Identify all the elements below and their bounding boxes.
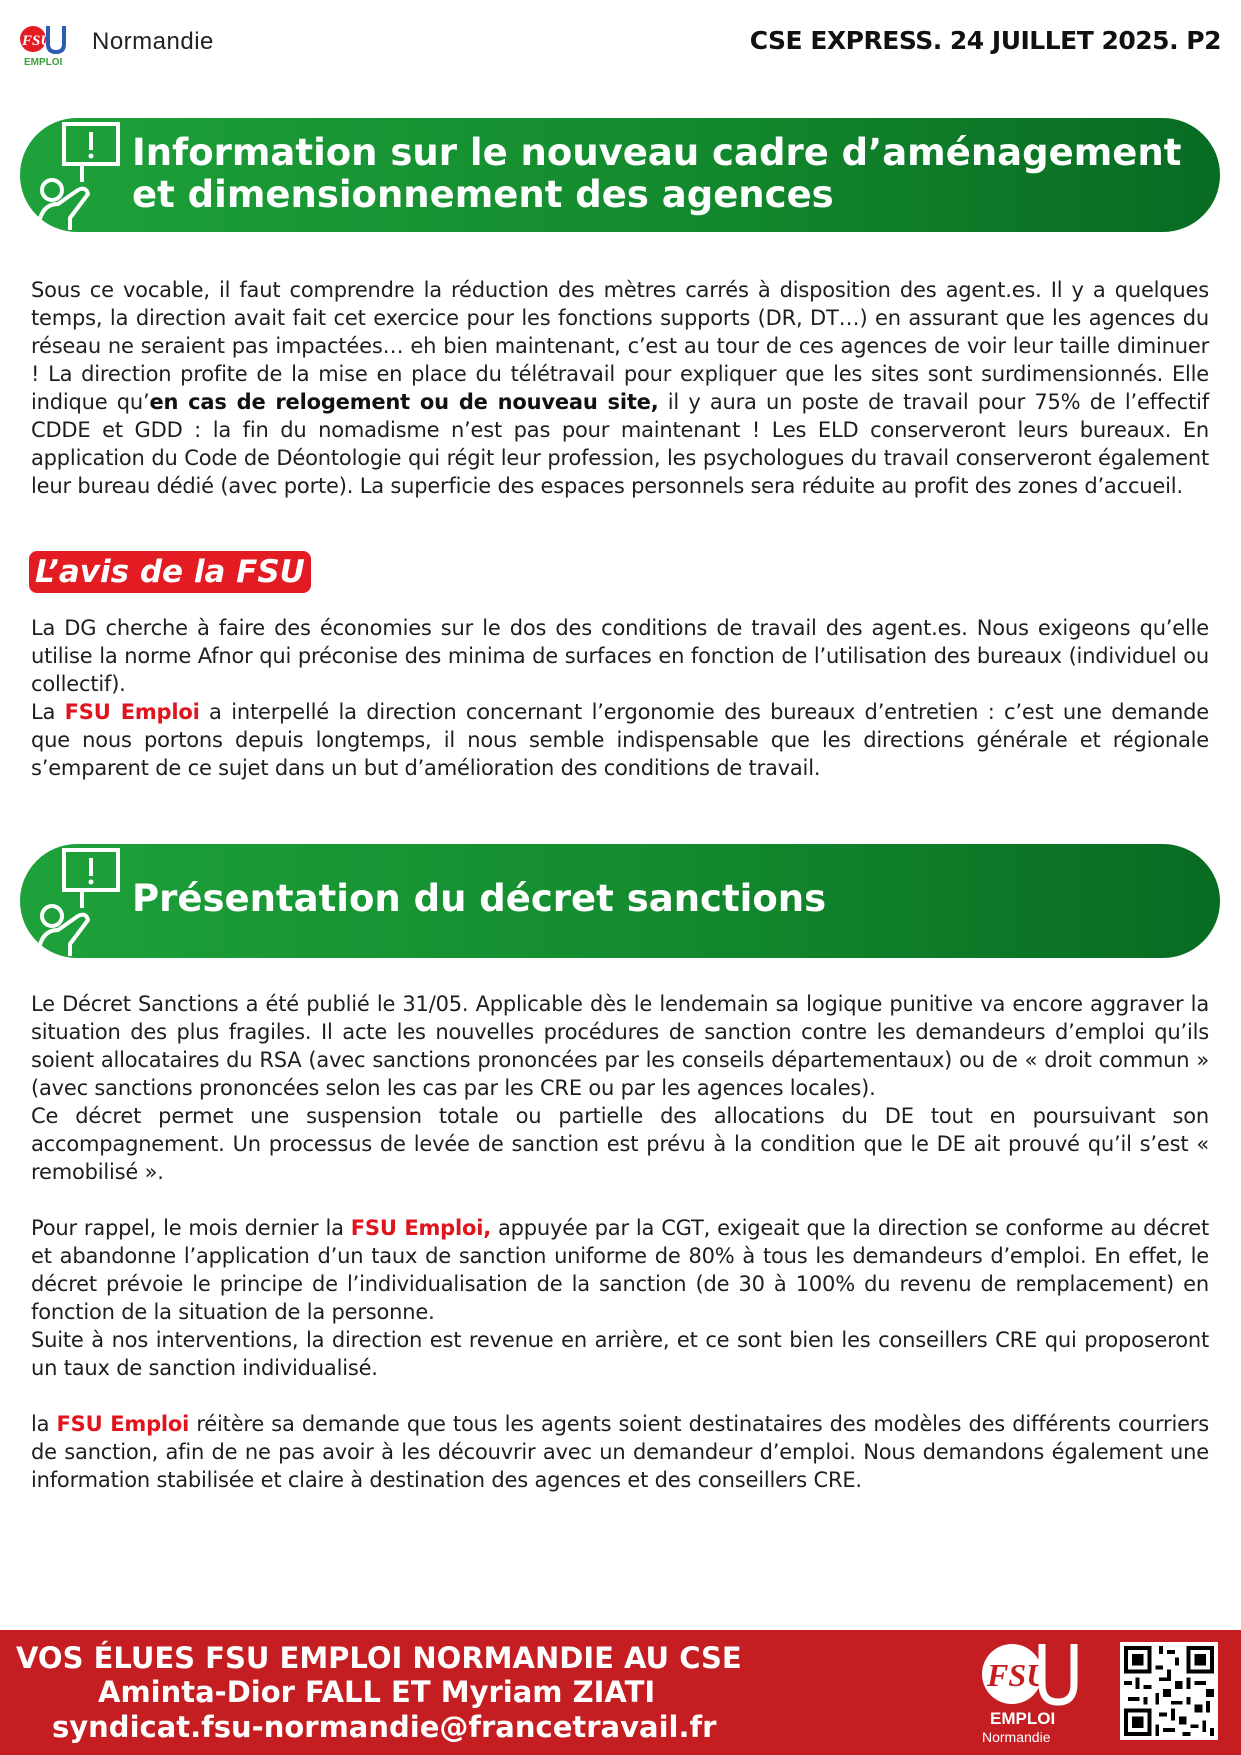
svg-text:EMPLOI: EMPLOI xyxy=(24,57,63,68)
svg-text:Normandie: Normandie xyxy=(982,1729,1051,1745)
body-bold-text: en cas de relogement ou de nouveau site, xyxy=(149,390,659,414)
paragraph: Ce décret permet une suspension totale ou partielle des allocations du DE tout en poursuivant son accompagnement. Un processus de levée de sanction est prévu à la condition que le DE ait prouvé qu’il s’est « remobilisé ». xyxy=(31,1104,1209,1184)
svg-text:FSU: FSU xyxy=(987,1657,1050,1693)
fsu-highlight: FSU Emploi, xyxy=(350,1216,491,1240)
body-text: la xyxy=(31,1412,57,1436)
paragraph: La DG cherche à faire des économies sur le dos des conditions de travail des agent.es. Nous exigeons qu’elle utilise la norme Afnor qui préconise des minima de surfaces en fonction de l’utilisation des bureaux (individuel ou collectif). xyxy=(31,616,1209,696)
svg-text:FSU: FSU xyxy=(22,33,52,49)
body-text: Sous ce vocable, il faut comprendre la réduction des mètres carrés à disposition des agent.es. Il y a quelques temps, la direction avait fait cet exercice pour les fonctions supports (DR, DT…) en assurant que les agences du réseau ne seraient pas impactées… eh bien maintenant, c’est au tour de ces agences de voir leur taille diminuer ! La direction profite de la mise en place du télétravail pour expliquer que les sites sont surdimensionnés. Elle indique qu’ xyxy=(31,278,1209,414)
footer xyxy=(0,1630,1241,1755)
section-title: Information sur le nouveau cadre d’aménagement et dimensionnement des agences xyxy=(132,131,1182,216)
warning-sign-person-icon xyxy=(30,846,122,958)
fsu-highlight: FSU Emploi xyxy=(56,1412,190,1436)
fsu-highlight: FSU Emploi xyxy=(64,700,200,724)
opinion-badge: L’avis de la FSU xyxy=(29,551,311,593)
section-body-sanctions xyxy=(31,990,1209,1494)
body-text: il y aura un poste de travail pour 75% de l’effectif CDDE et GDD : la fin du nomadisme n’est pas pour maintenant ! Les ELD conserveront leurs bureaux. En application du Code de Déontologie qui régit leur profession, les psychologues du travail conserveront également leur bureau dédié (avec porte). La superficie des espaces personnels sera réduite au profit des zones d’accueil. xyxy=(31,390,1209,498)
body-text: réitère sa demande que tous les agents soient destinataires des modèles des différents courriers de sanction, afin de ne pas avoir à les découvrir avec un demandeur d’emploi. Nous demandons également une information stabilisée et claire à destination des agences et des conseillers CRE. xyxy=(31,1412,1210,1492)
paragraph: Le Décret Sanctions a été publié le 31/05. Applicable dès le lendemain sa logique punitive va encore aggraver la situation des plus fragiles. Il acte les nouvelles procédures de sanction contre les demandeurs d’emploi qu’ils soient allocataires du RSA (avec sanctions prononcées par les conseils départementaux) ou de « droit commun » (avec sanctions prononcées selon les cas par les CRE ou par les agences locales). xyxy=(31,992,1209,1100)
page-title: CSE EXPRESS. 24 JUILLET 2025. P2 xyxy=(749,26,1221,55)
qr-code-icon[interactable] xyxy=(1120,1642,1218,1740)
fsu-emploi-logo xyxy=(18,22,78,68)
warning-sign-person-icon xyxy=(30,120,122,232)
opinion-body xyxy=(31,614,1209,782)
footer-email[interactable]: syndicat.fsu-normandie@francetravail.fr xyxy=(52,1710,717,1744)
section-banner-amenagement xyxy=(20,118,1220,232)
body-text: La xyxy=(31,700,65,724)
fsu-emploi-logo xyxy=(978,1638,1084,1748)
section-body-amenagement xyxy=(31,276,1209,500)
footer-elected-heading: VOS ÉLUES FSU EMPLOI NORMANDIE AU CSE xyxy=(16,1641,742,1675)
section-banner-sanctions xyxy=(20,844,1220,958)
section-title: Présentation du décret sanctions xyxy=(132,877,827,920)
body-text: a interpellé la direction concernant l’ergonomie des bureaux d’entretien : c’est une demande que nous portons depuis longtemps, il nous semble indispensable que les directions générale et régionale s’emparent de ce sujet dans un but d’amélioration des conditions de travail. xyxy=(31,700,1209,780)
footer-elected-names: Aminta-Dior FALL ET Myriam ZIATI xyxy=(98,1675,656,1709)
body-text: Pour rappel, le mois dernier la xyxy=(31,1216,351,1240)
body-text: appuyée par la CGT, exigeait que la direction se conforme au décret et abandonne l’application d’un taux de sanction uniforme de 80% à tous les demandeurs d’emploi. En effet, le décret prévoie le principe de l’individualisation de la sanction (de 30 à 100% du revenu de remplacement) en fonction de la situation de la personne. xyxy=(31,1216,1210,1324)
svg-text:EMPLOI: EMPLOI xyxy=(990,1709,1056,1728)
header-region: Normandie xyxy=(92,28,214,55)
paragraph: Suite à nos interventions, la direction est revenue en arrière, et ce sont bien les conseillers CRE qui proposeront un taux de sanction individualisé. xyxy=(31,1328,1209,1380)
